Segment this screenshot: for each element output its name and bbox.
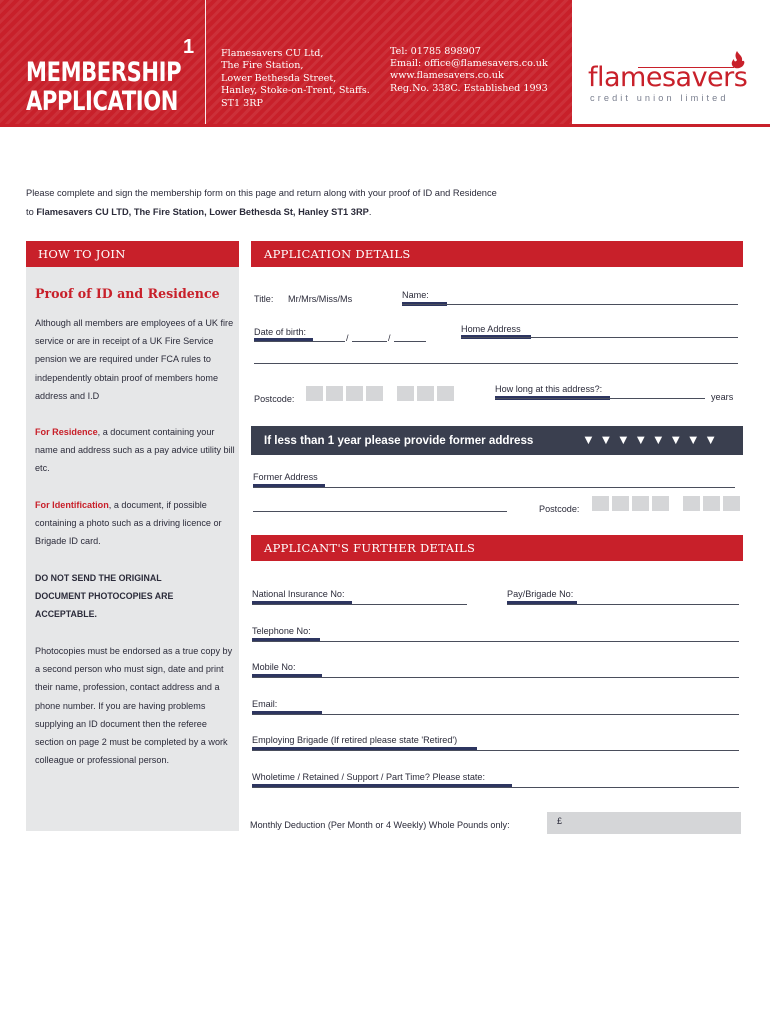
- title-label: Title:: [254, 294, 274, 304]
- currency-symbol: £: [557, 816, 563, 826]
- form-title: [26, 58, 181, 116]
- employing-brigade-field[interactable]: [252, 750, 739, 751]
- address-line: ST1 3RP: [221, 97, 263, 109]
- monthly-deduction-label: Monthly Deduction (Per Month or 4 Weekly) Whole Pounds only:: [250, 820, 510, 830]
- identification-label: For Identification: [35, 500, 109, 510]
- intro-suffix: .: [368, 207, 372, 217]
- postcode-box[interactable]: [326, 386, 343, 401]
- address-line: Flamesavers CU Ltd,: [221, 48, 324, 59]
- intro-address: Flamesavers CU LTD, The Fire Station, Lower Bethesda St, Hanley ST1 3RP: [36, 207, 369, 217]
- header-address: [221, 48, 370, 110]
- further-details-heading: APPLICANT'S FURTHER DETAILS: [264, 541, 476, 555]
- ni-field[interactable]: [252, 604, 467, 605]
- postcode-box[interactable]: [306, 386, 323, 401]
- contact-phone: Tel: 01785 898907: [390, 46, 481, 57]
- how-to-join-header: [26, 241, 239, 267]
- postcode-box[interactable]: [437, 386, 454, 401]
- home-address-label: Home Address: [461, 324, 521, 334]
- home-address-field[interactable]: [461, 337, 738, 338]
- mobile-label: Mobile No:: [252, 662, 296, 672]
- name-label: Name:: [402, 290, 429, 300]
- residence-text: , a document containing your name and address such as a pay advice utility bill etc.: [35, 427, 235, 474]
- employing-brigade-label: Employing Brigade (If retired please state 'Retired'): [252, 735, 458, 745]
- telephone-field[interactable]: [252, 641, 739, 642]
- former-address-label: Former Address: [253, 472, 318, 482]
- dob-day-field[interactable]: [254, 341, 345, 342]
- dob-label: Date of birth:: [254, 327, 307, 337]
- original-warning: DO NOT SEND THE ORIGINAL DOCUMENT PHOTOCOPIES ARE ACCEPTABLE.: [35, 573, 174, 620]
- title-options[interactable]: Mr/Mrs/Miss/Ms: [288, 294, 353, 304]
- email-label: Email:: [252, 699, 278, 709]
- email-field[interactable]: [252, 714, 739, 715]
- former-postcode-box[interactable]: [632, 496, 649, 511]
- how-to-join-heading: HOW TO JOIN: [38, 247, 126, 261]
- down-arrows-icon: ▼▼▼▼▼▼▼▼: [582, 432, 722, 447]
- former-postcode-box[interactable]: [612, 496, 629, 511]
- contact-email: Email: office@flamesavers.co.uk: [390, 58, 548, 70]
- further-details-header: [251, 535, 743, 561]
- former-postcode-box[interactable]: [703, 496, 720, 511]
- former-postcode-box[interactable]: [592, 496, 609, 511]
- ni-label: National Insurance No:: [252, 589, 345, 599]
- form-title-line1: MEMBERSHIP: [26, 57, 182, 88]
- wholetime-field[interactable]: [252, 787, 739, 788]
- telephone-label: Telephone No:: [252, 626, 311, 636]
- address-line: Lower Bethesda Street,: [221, 72, 337, 84]
- intro-line-1: Please complete and sign the membership form on this page and return along with your proof of ID and Residence: [26, 188, 497, 198]
- header-divider: [205, 0, 206, 124]
- intro-prefix: to: [26, 207, 37, 217]
- application-details-header: [251, 241, 743, 267]
- dob-month-field[interactable]: [352, 341, 387, 342]
- photocopy-paragraph: Photocopies must be endorsed as a true copy by a second person who must sign, date and print their name, profession, contact address and a phone number. If you are having problems supplying an ID document then the referee section on page 2 must be completed by a work colleague or professional person.: [35, 646, 233, 766]
- home-address-line-2[interactable]: [254, 363, 738, 364]
- mobile-field[interactable]: [252, 677, 739, 678]
- name-field[interactable]: [402, 304, 738, 305]
- form-title-line2: APPLICATION: [26, 86, 178, 117]
- identification-paragraph: [35, 496, 235, 551]
- proof-subheading: Proof of ID and Residence: [35, 286, 220, 301]
- years-label: years: [711, 392, 734, 402]
- contact-website: www.flamesavers.co.uk: [390, 70, 504, 82]
- postcode-box[interactable]: [397, 386, 414, 401]
- wholetime-label: Wholetime / Retained / Support / Part Time? Please state:: [252, 772, 486, 782]
- header-contact: [390, 46, 548, 95]
- dob-separator: /: [388, 333, 391, 343]
- former-postcode-label: Postcode:: [539, 504, 580, 514]
- address-line: The Fire Station,: [221, 60, 304, 72]
- how-long-field[interactable]: [495, 398, 705, 399]
- monthly-deduction-field[interactable]: [547, 812, 741, 834]
- address-line: Hanley, Stoke-on-Trent, Staffs.: [221, 85, 370, 97]
- postcode-box[interactable]: [346, 386, 363, 401]
- postcode-box[interactable]: [417, 386, 434, 401]
- application-details-heading: APPLICATION DETAILS: [264, 247, 411, 261]
- former-address-banner-text: If less than 1 year please provide former address: [264, 434, 534, 447]
- dob-year-field[interactable]: [394, 341, 426, 342]
- logo-subtitle: credit union limited: [590, 93, 729, 103]
- proof-intro-paragraph: Although all members are employees of a UK fire service or are in receipt of a UK Fire Service pension we are required under FCA rules to independently obtain proof of members home address and I.D: [35, 318, 234, 401]
- contact-registration: Reg.No. 338C. Established 1993: [390, 82, 548, 94]
- former-postcode-box[interactable]: [723, 496, 740, 511]
- pay-brigade-label: Pay/Brigade No:: [507, 589, 574, 599]
- residence-label: For Residence: [35, 427, 98, 437]
- former-postcode-box[interactable]: [683, 496, 700, 511]
- identification-text: , a document, if possible containing a photo such as a driving licence or Brigade ID card.: [35, 500, 222, 547]
- former-address-field[interactable]: [253, 487, 735, 488]
- how-long-label: How long at this address?:: [495, 384, 603, 394]
- former-postcode-box[interactable]: [652, 496, 669, 511]
- page-number: 1: [183, 36, 195, 58]
- intro-line-2: [26, 207, 371, 217]
- dob-separator: /: [346, 333, 349, 343]
- header-underline: [0, 124, 770, 127]
- pay-brigade-field[interactable]: [507, 604, 739, 605]
- postcode-box[interactable]: [366, 386, 383, 401]
- postcode-label: Postcode:: [254, 394, 295, 404]
- logo-wordmark: flamesavers: [588, 62, 748, 93]
- residence-paragraph: [35, 423, 235, 478]
- former-address-line-2[interactable]: [253, 511, 507, 512]
